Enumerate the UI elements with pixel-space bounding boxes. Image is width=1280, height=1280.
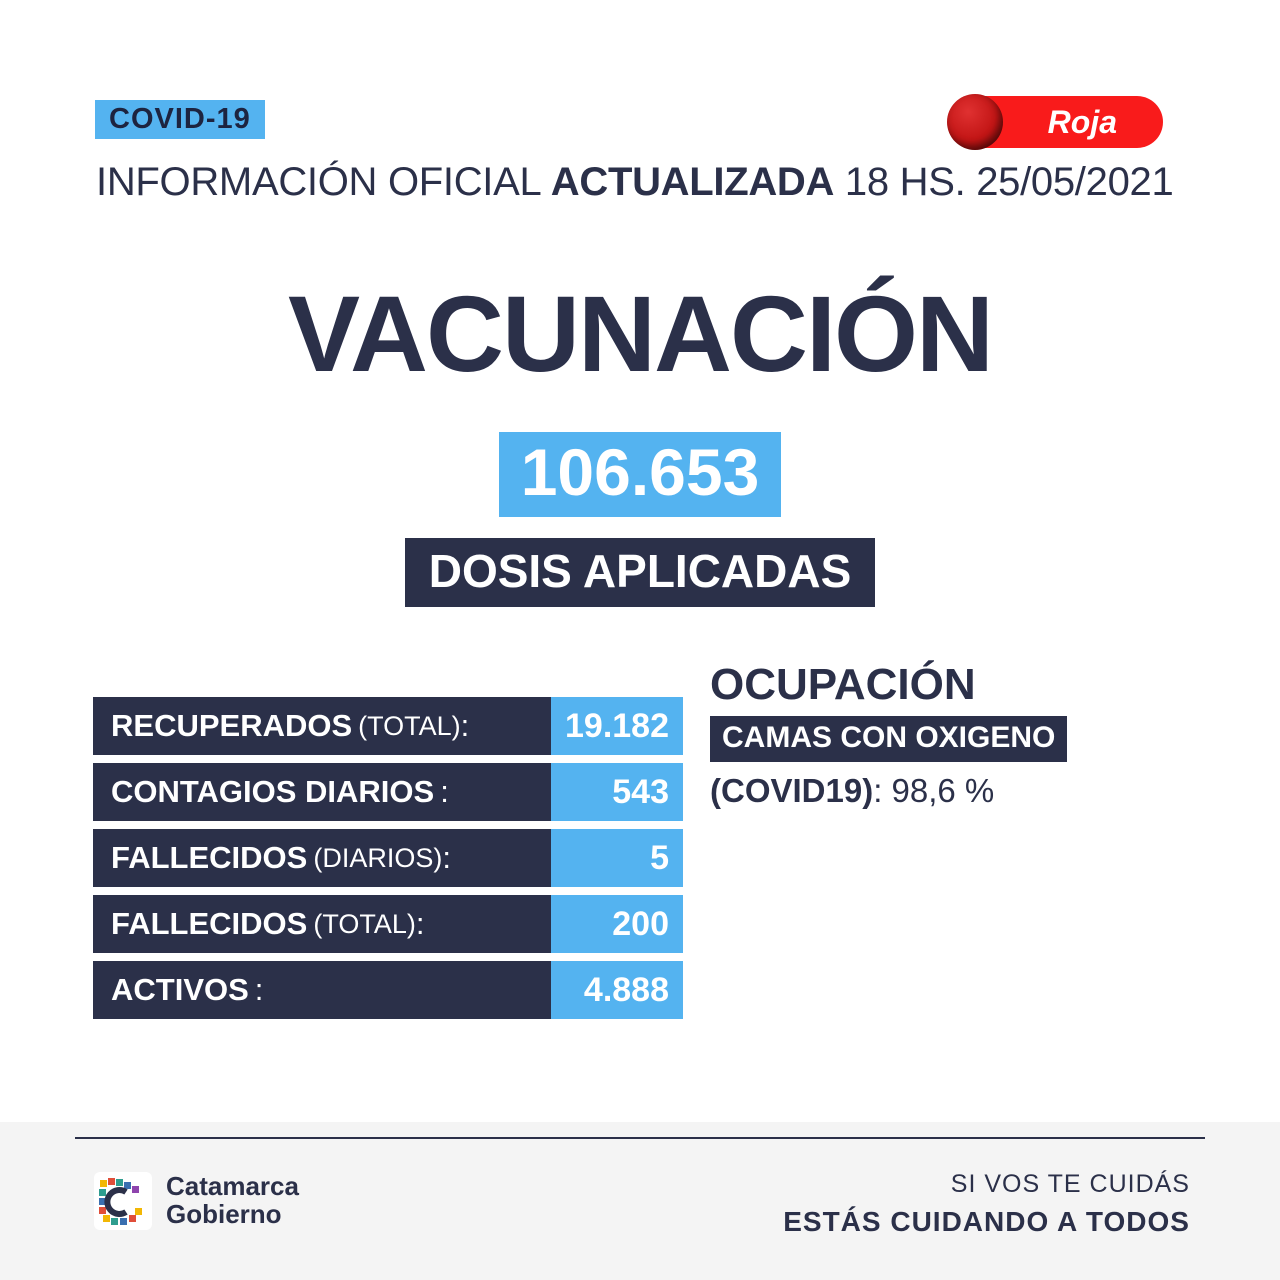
official-prefix: INFORMACIÓN OFICIAL bbox=[96, 160, 551, 204]
phase-dot-icon bbox=[947, 94, 1003, 150]
slogan-line-1: SI VOS TE CUIDÁS bbox=[950, 1170, 1190, 1198]
stat-value: 5 bbox=[551, 829, 683, 887]
dose-label: DOSIS APLICADAS bbox=[405, 538, 876, 607]
footer-divider bbox=[75, 1137, 1205, 1139]
stat-label bbox=[93, 895, 551, 953]
stat-value: 200 bbox=[551, 895, 683, 953]
stat-label-colon: : bbox=[440, 774, 449, 809]
table-row bbox=[93, 697, 683, 755]
stat-label bbox=[93, 763, 551, 821]
stat-label-main: CONTAGIOS DIARIOS bbox=[111, 774, 435, 809]
dose-number-wrap bbox=[0, 432, 1280, 517]
stat-label-main: ACTIVOS bbox=[111, 972, 249, 1007]
stat-value: 4.888 bbox=[551, 961, 683, 1019]
stat-label-colon: : bbox=[460, 708, 470, 743]
slogan-block bbox=[783, 1170, 1190, 1238]
occupancy-block bbox=[710, 662, 1190, 810]
stat-label-qualifier: (DIARIOS) bbox=[313, 842, 443, 873]
page-title: VACUNACIÓN bbox=[288, 273, 992, 394]
occupancy-beds-label: CAMAS CON OXIGENO bbox=[710, 716, 1067, 762]
catamarca-logo-icon bbox=[92, 1170, 154, 1232]
table-row bbox=[93, 961, 683, 1019]
stat-label-colon: : bbox=[442, 840, 451, 875]
stats-table bbox=[93, 697, 683, 1027]
occupancy-value-prefix: (COVID19) bbox=[710, 771, 874, 809]
phase-badge bbox=[953, 96, 1163, 148]
dose-label-wrap bbox=[0, 538, 1280, 607]
stat-label-main: FALLECIDOS bbox=[111, 840, 308, 875]
table-row bbox=[93, 895, 683, 953]
dose-number: 106.653 bbox=[499, 432, 782, 517]
occupancy-value-line bbox=[710, 772, 1190, 810]
occupancy-title: OCUPACIÓN bbox=[710, 660, 976, 709]
stat-label-qualifier: (TOTAL) bbox=[358, 710, 461, 741]
official-update-line bbox=[96, 160, 1173, 205]
stat-label-colon: : bbox=[415, 906, 425, 941]
official-suffix: 18 HS. 25/05/2021 bbox=[834, 160, 1174, 204]
official-bold: ACTUALIZADA bbox=[550, 160, 835, 204]
header bbox=[95, 100, 1185, 148]
table-row bbox=[93, 829, 683, 887]
stat-label bbox=[93, 829, 551, 887]
stat-label-qualifier: (TOTAL) bbox=[313, 908, 416, 939]
table-row bbox=[93, 763, 683, 821]
stat-label bbox=[93, 697, 551, 755]
stat-label-main: RECUPERADOS bbox=[111, 708, 353, 743]
stat-label-main: FALLECIDOS bbox=[111, 906, 308, 941]
brand-name bbox=[166, 1173, 299, 1228]
covid-tag: COVID-19 bbox=[95, 100, 265, 139]
occupancy-value: : 98,6 % bbox=[873, 771, 995, 809]
phase-label: Roja bbox=[1047, 103, 1117, 140]
slogan-line-2: ESTÁS CUIDANDO A TODOS bbox=[783, 1206, 1190, 1237]
brand-line-2: Gobierno bbox=[166, 1199, 282, 1229]
stat-label-colon: : bbox=[254, 972, 264, 1007]
brand-block bbox=[92, 1170, 299, 1232]
brand-line-1: Catamarca bbox=[166, 1171, 299, 1202]
stat-label bbox=[93, 961, 551, 1019]
stat-value: 19.182 bbox=[551, 697, 683, 755]
stat-value: 543 bbox=[551, 763, 683, 821]
footer bbox=[0, 1122, 1280, 1280]
